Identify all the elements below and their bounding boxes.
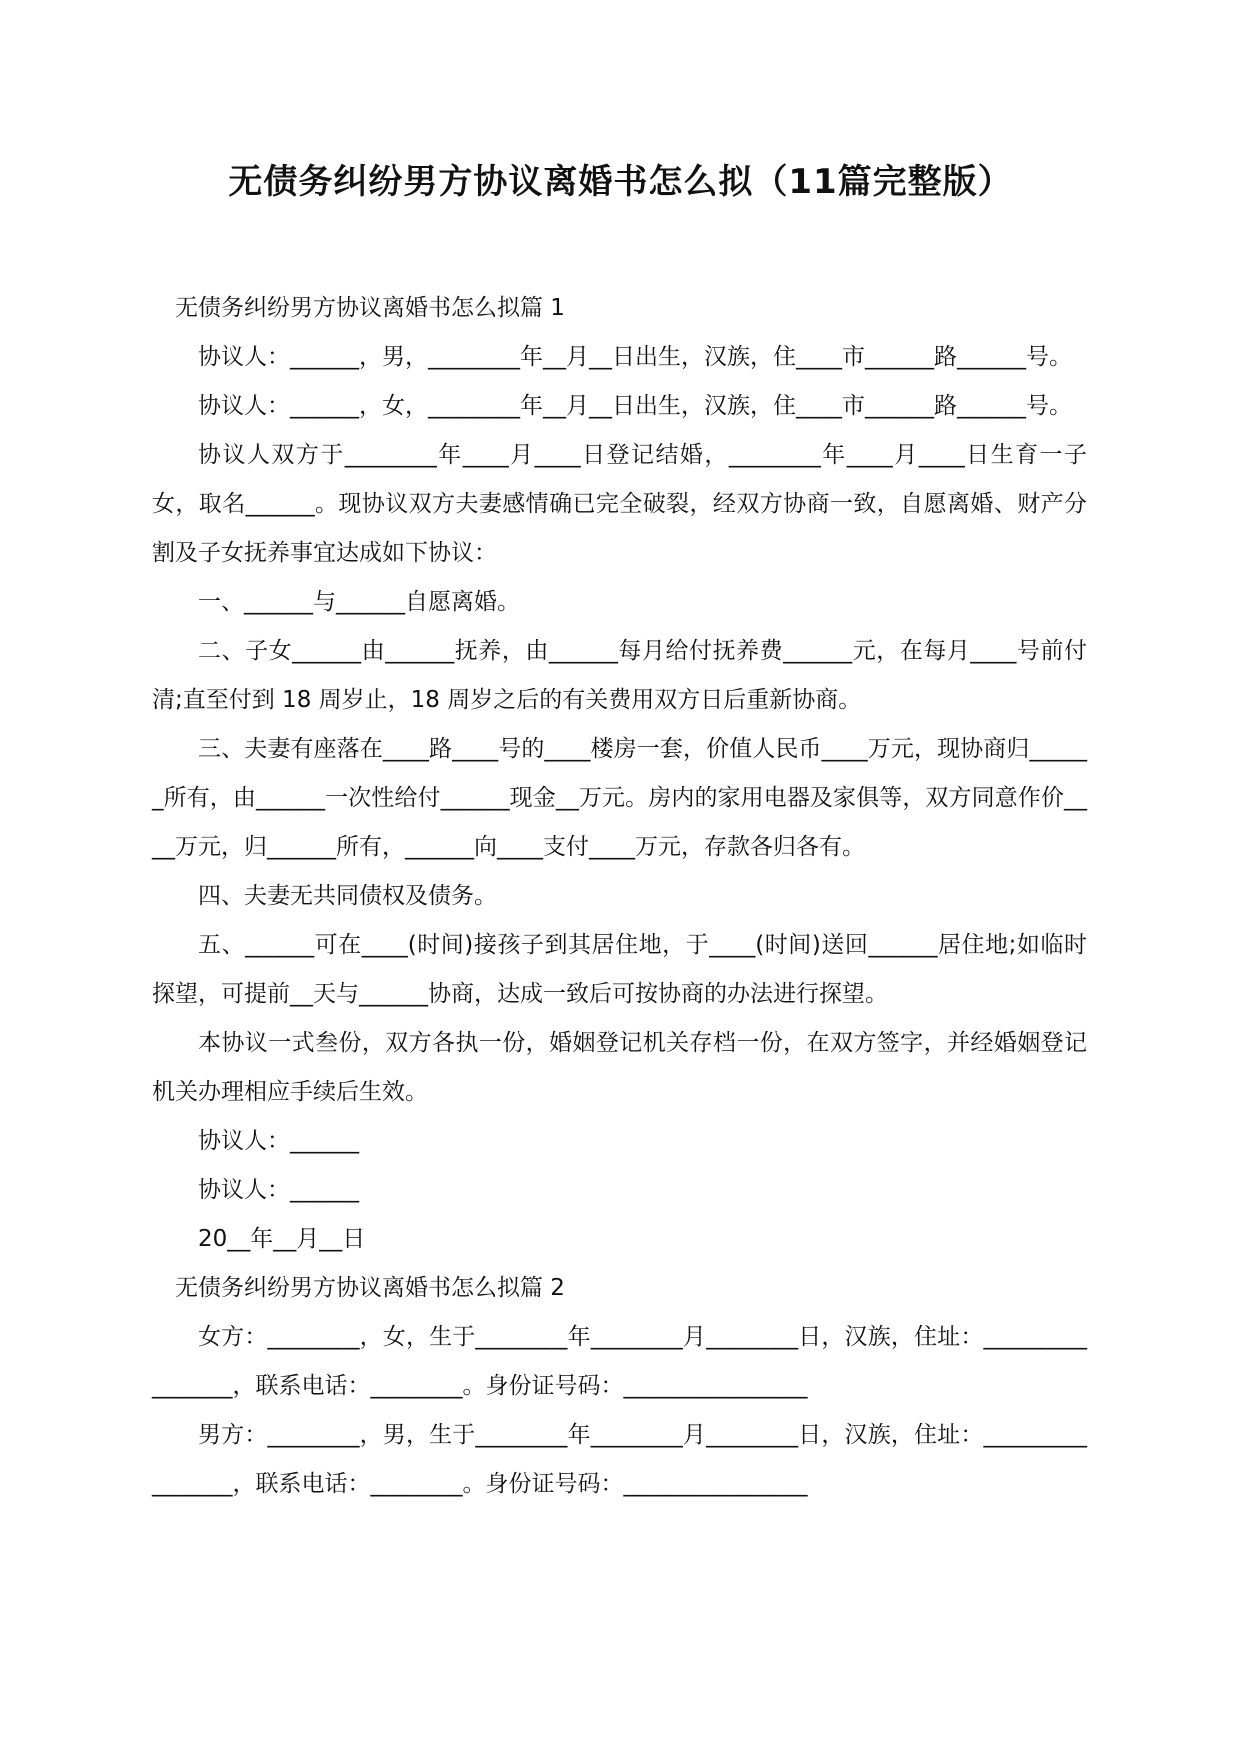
paragraph: 三、夫妻有座落在____路____号的____楼房一套，价值人民币____万元，现协商归______所有，由______一次性给付______现金__万元。房内的家用电器及家俱等，双方同意作价____万元，归______所有，______向____支付____万元，存款各归各有。 bbox=[152, 736, 1087, 860]
paragraph: 二、子女______由______抚养，由______每月给付抚养费______元，在每月____号前付清;直至付到 18 周岁止，18 周岁之后的有关费用双方日后重新协商。 bbox=[152, 638, 1087, 713]
paragraph: 女方：________，女，生于________年________月________日，汉族，住址：________________，联系电话：________。身份证号码：________________ bbox=[152, 1324, 1087, 1399]
document-body bbox=[152, 284, 1087, 1509]
paragraph: 一、______与______自愿离婚。 bbox=[198, 589, 520, 615]
paragraph: 五、______可在____(时间)接孩子到其居住地，于____(时间)送回______居住地;如临时探望，可提前__天与______协商，达成一致后可按协商的办法进行探望。 bbox=[152, 932, 1087, 1007]
paragraph: 四、夫妻无共同债权及债务。 bbox=[198, 883, 497, 909]
section-heading: 无债务纠纷男方协议离婚书怎么拟篇 1 bbox=[175, 295, 565, 321]
paragraph: 男方：________，男，生于________年________月________日，汉族，住址：________________，联系电话：________。身份证号码：________________ bbox=[152, 1422, 1087, 1497]
paragraph: 协议人双方于________年____月____日登记结婚，________年____月____日生育一子女，取名______。现协议双方夫妻感情确已完全破裂，经双方协商一致，自愿离婚、财产分割及子女抚养事宜达成如下协议： bbox=[152, 442, 1088, 566]
section-heading: 无债务纠纷男方协议离婚书怎么拟篇 2 bbox=[175, 1275, 565, 1301]
paragraph: 本协议一式叁份，双方各执一份，婚姻登记机关存档一份，在双方签字，并经婚姻登记机关办理相应手续后生效。 bbox=[152, 1030, 1087, 1105]
document-title: 无债务纠纷男方协议离婚书怎么拟（11篇完整版） bbox=[228, 162, 1013, 202]
date-line: 20__年__月__日 bbox=[198, 1226, 366, 1252]
paragraph: 协议人：______，男，________年__月__日出生，汉族，住____市______路______号。 bbox=[198, 344, 1072, 370]
signature-line: 协议人：______ bbox=[198, 1177, 359, 1203]
paragraph: 协议人：______，女，________年__月__日出生，汉族，住____市______路______号。 bbox=[198, 393, 1072, 419]
signature-line: 协议人：______ bbox=[198, 1128, 359, 1154]
